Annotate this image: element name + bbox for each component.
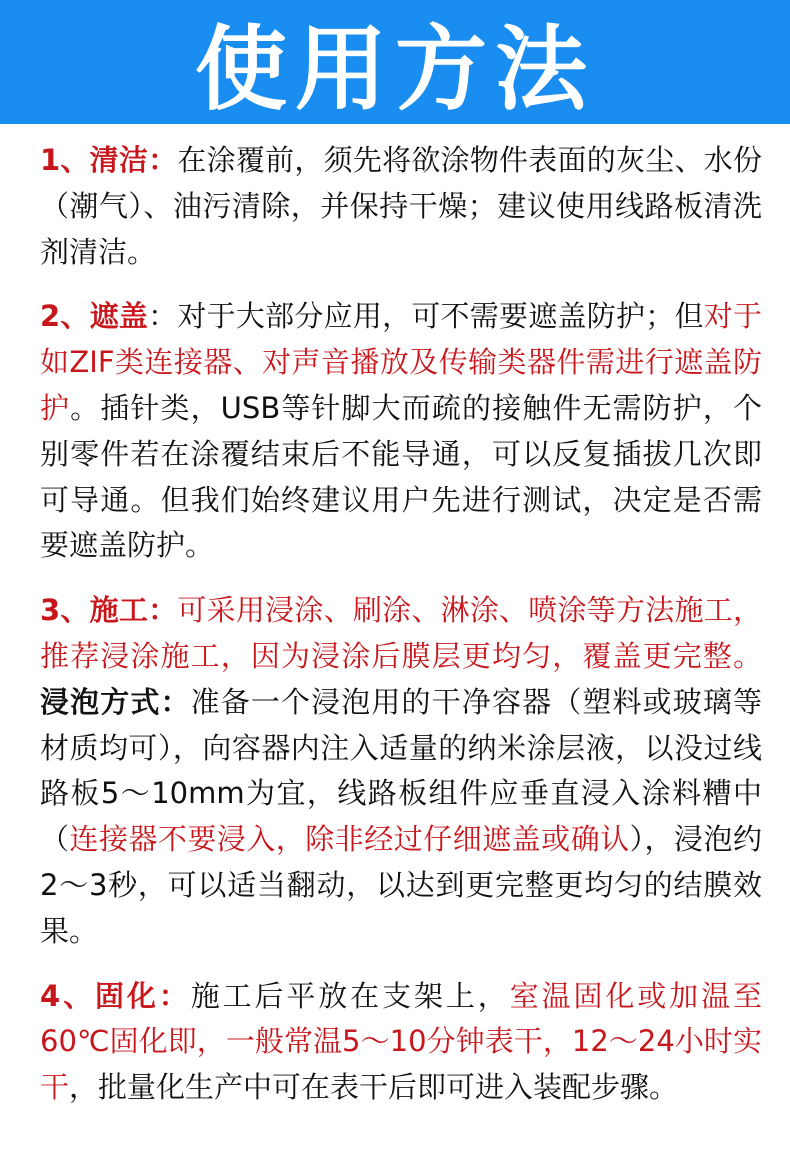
highlight-text: 可采用浸涂、刷涂、淋涂、喷涂等方法施工，推荐浸涂施工，因为浸涂后膜层更均匀，覆盖更完整。 — [40, 593, 762, 673]
highlight-text: 室温固化或加温至60℃固化即，一般常温5～10分钟表干，12～24小时实干 — [40, 978, 762, 1105]
section-text: 在涂覆前，须先将欲涂物件表面的灰尘、水份（潮气）、油污清除，并保持干燥；建议使用线路板清洗剂清洁。 — [40, 143, 762, 269]
section-application — [40, 588, 762, 954]
section-cleaning — [40, 138, 762, 275]
page-title: 使用方法 — [194, 16, 595, 123]
section-text: 施工后平放在支架上， — [190, 978, 510, 1013]
section-curing — [40, 974, 762, 1111]
section-heading: 清洁： — [89, 143, 178, 177]
section-masking — [40, 294, 762, 569]
section-number: 1、 — [40, 143, 90, 177]
section-text: 。插针类，USB等针脚大而疏的接触件无需防护，个别零件若在涂覆结束后不能导通，可以反复插拔几次即可导通。但我们始终建议用户先进行测试，决定是否需要遮盖防护。 — [40, 390, 762, 563]
section-text: ，批量化生产中可在表干后即可进入装配步骤。 — [69, 1070, 679, 1105]
subheading-dipping: 浸泡方式： — [40, 684, 191, 719]
section-text: ），浸泡约2～3秒，可以适当翻动，以达到更完整更均匀的结膜效果。 — [40, 822, 762, 948]
section-heading: 固化： — [94, 978, 191, 1013]
section-text: 准备一个浸泡用的干净容器（塑料或玻璃等材质均可），向容器内注入适量的纳米涂层液，以没过线路板5～10mm为宜，线路板组件应垂直浸入涂料糟中（ — [40, 684, 762, 857]
instructions-body — [40, 138, 762, 1130]
section-heading: 施工： — [89, 593, 178, 628]
highlight-text: 连接器不要浸入，除非经过仔细遮盖或确认 — [69, 822, 630, 857]
section-number: 3、 — [40, 593, 90, 628]
section-heading: 遮盖 — [89, 299, 149, 334]
section-text: ：对于大部分应用，可不需要遮盖防护；但 — [148, 299, 704, 334]
title-banner — [0, 0, 790, 124]
section-number: 2、 — [40, 299, 90, 334]
highlight-text: 对于如ZIF类连接器、对声音播放及传输类器件需进行遮盖防护 — [40, 299, 762, 425]
section-number: 4、 — [40, 978, 95, 1013]
